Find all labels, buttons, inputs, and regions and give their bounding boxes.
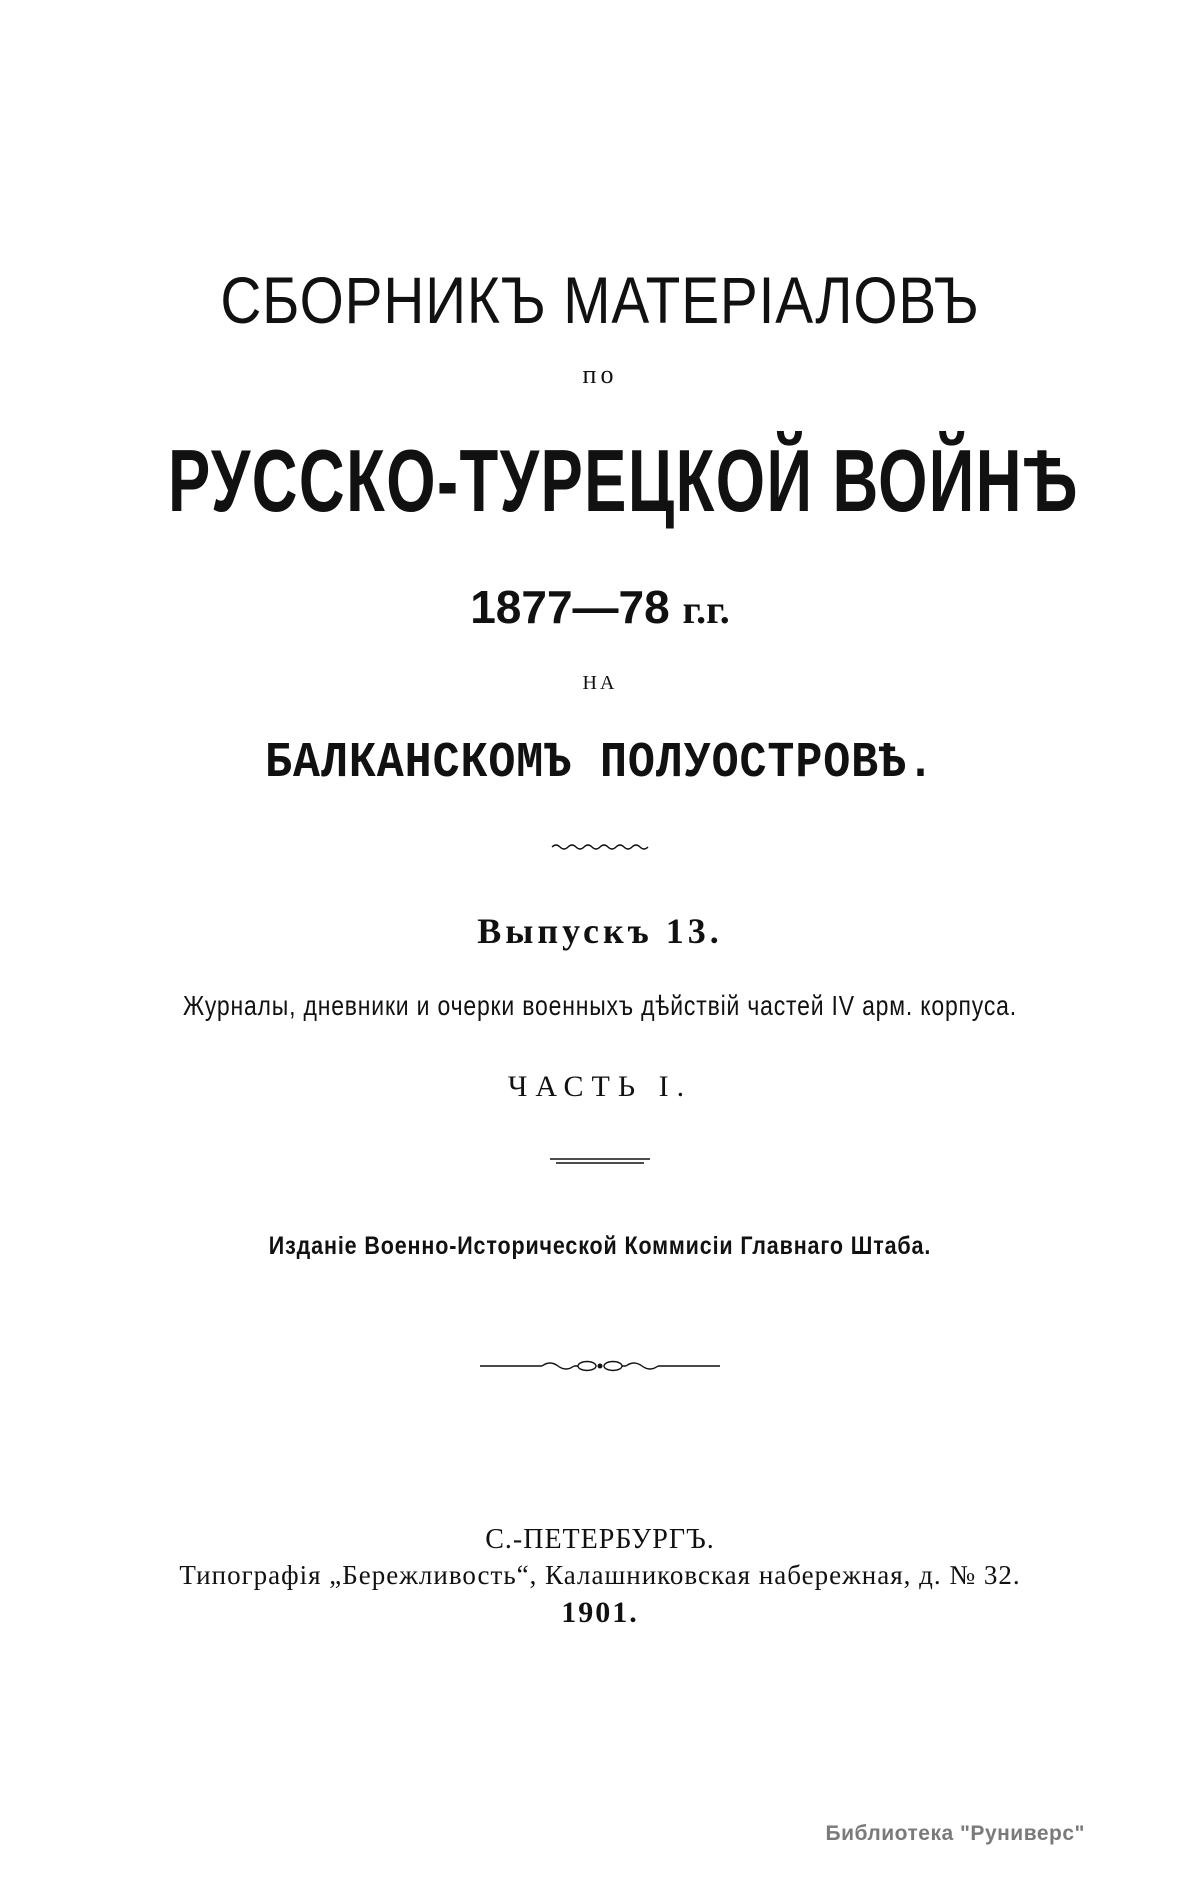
imprint-year: 1901. [561, 1596, 639, 1629]
title-line-po: по [582, 360, 618, 389]
title-line-war: РУССКО-ТУРЕЦКОЙ ВОЙНѢ [167, 431, 1080, 530]
part-label: ЧАСТЬ I. [507, 1070, 693, 1103]
wavy-divider-icon [550, 842, 650, 852]
title-line-collection: СБОРНИКЪ МАТЕРІАЛОВЪ [220, 263, 980, 337]
imprint-printer: Типографія „Бережливость“, Калашниковская набережная, д. № 32. [179, 1560, 1021, 1590]
years-range: 1877—78 [470, 581, 670, 633]
scroll-flourish-icon [480, 1356, 720, 1376]
library-watermark: Библиотека "Руниверс" [825, 1822, 1085, 1845]
double-rule-divider-icon [550, 1157, 650, 1165]
edition-statement: Изданіе Военно-Исторической Коммисіи Главнаго Штаба. [268, 1232, 932, 1260]
volume-subtitle: Журналы, дневники и очерки военныхъ дѣйствій частей IV арм. корпуса. [183, 990, 1017, 1021]
title-line-na: НА [582, 672, 618, 694]
imprint-city: С.-ПЕТЕРБУРГЪ. [485, 1524, 715, 1555]
title-line-peninsula: БАЛКАНСКОМЪ ПОЛУОСТРОВѢ. [265, 735, 935, 792]
issue-number: Выпускъ 13. [477, 911, 723, 951]
years-suffix: г.г. [682, 587, 730, 632]
title-line-years [0, 580, 1200, 634]
